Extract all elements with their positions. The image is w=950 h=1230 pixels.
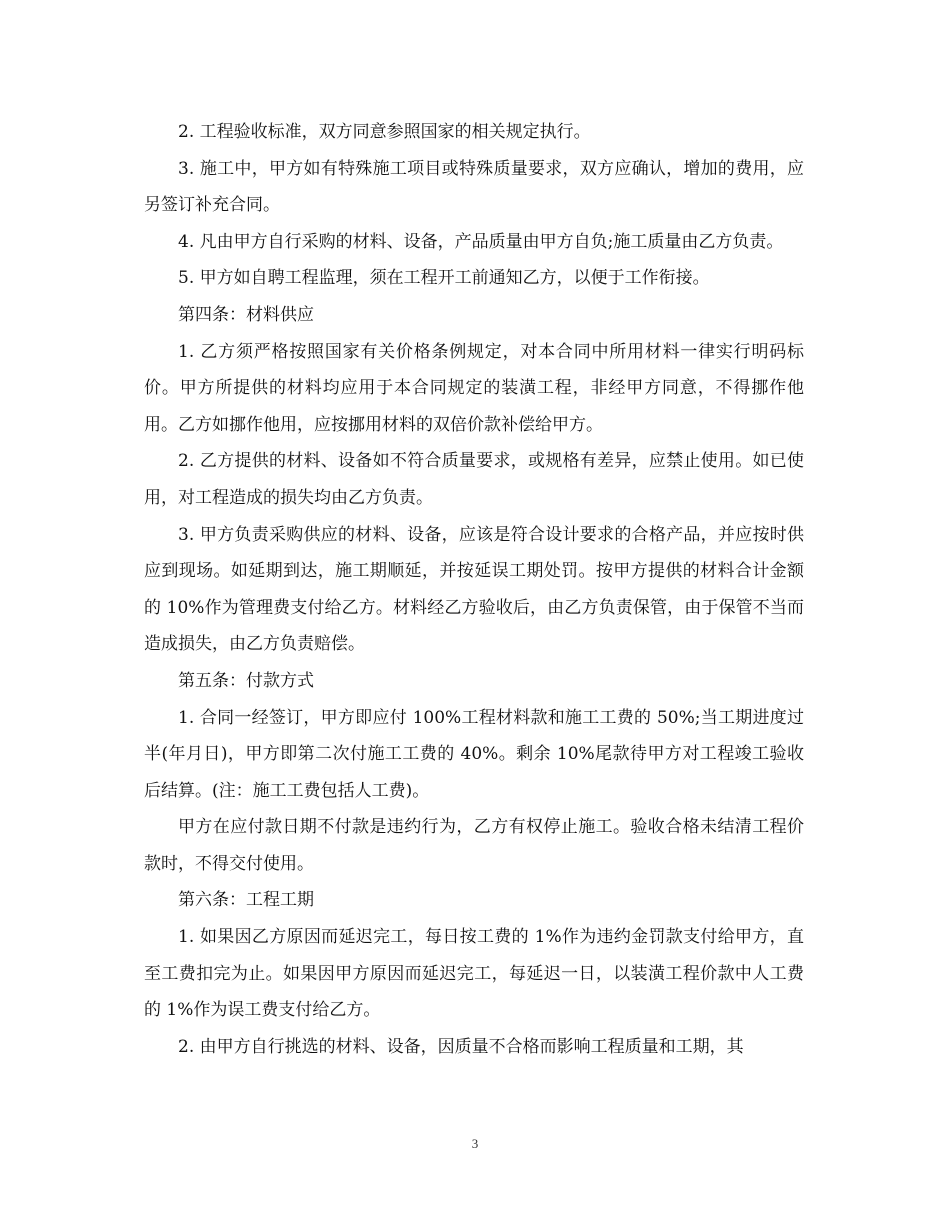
paragraph-clause-6-2: 2. 由甲方自行挑选的材料、设备，因质量不合格而影响工程质量和工期，其 bbox=[178, 1036, 744, 1057]
paragraph-clause-5-1: 1. 合同一经签订，甲方即应付 100%工程材料款和施工工费的 50%;当工期进度过半(年月日)，甲方即第二次付施工工费的 40%。剩余 10%尾款待甲方对工程竣工验收后结算。(注：施工工费包括人工费)。 bbox=[144, 707, 804, 801]
section-heading-article-5: 第五条：付款方式 bbox=[178, 670, 314, 691]
section-heading-article-4: 第四条：材料供应 bbox=[178, 304, 314, 325]
page-number: 3 bbox=[471, 1136, 479, 1151]
section-heading-article-6: 第六条：工程工期 bbox=[178, 890, 314, 911]
paragraph-clause-4-1: 1. 乙方须严格按照国家有关价格条例规定，对本合同中所用材料一律实行明码标价。甲方所提供的材料均应用于本合同规定的装潢工程，非经甲方同意，不得挪作他用。乙方如挪作他用，应按挪用材料的双倍价款补偿给甲方。 bbox=[144, 341, 804, 435]
paragraph-clause-4-2: 2. 乙方提供的材料、设备如不符合质量要求，或规格有差异，应禁止使用。如已使用，对工程造成的损失均由乙方负责。 bbox=[144, 451, 804, 508]
paragraph-clause-3-2: 2. 工程验收标准，双方同意参照国家的相关规定执行。 bbox=[178, 122, 591, 142]
paragraph-clause-3-4: 4. 凡由甲方自行采购的材料、设备，产品质量由甲方自负;施工质量由乙方负责。 bbox=[178, 231, 784, 252]
paragraph-clause-3-3: 3. 施工中，甲方如有特殊施工项目或特殊质量要求，双方应确认，增加的费用，应另签订补充合同。 bbox=[144, 158, 804, 216]
paragraph-clause-5-note: 甲方在应付款日期不付款是违约行为，乙方有权停止施工。验收合格未结清工程价款时，不得交付使用。 bbox=[144, 817, 804, 874]
paragraph-clause-4-3: 3. 甲方负责采购供应的材料、设备，应该是符合设计要求的合格产品，并应按时供应到现场。如延期到达，施工期顺延，并按延误工期处罚。按甲方提供的材料合计金额的 10%作为管理费支付给乙方。材料经乙方验收后，由乙方负责保管，由于保管不当而造成损失，由乙方负责赔偿。 bbox=[144, 524, 804, 655]
paragraph-clause-6-1: 1. 如果因乙方原因而延迟完工，每日按工费的 1%作为违约金罚款支付给甲方，直至工费扣完为止。如果因甲方原因而延迟完工，每延迟一日，以装潢工程价款中人工费的 1%作为误工费支付给乙方。 bbox=[144, 927, 804, 1021]
document-body bbox=[144, 114, 804, 1065]
paragraph-clause-3-5: 5. 甲方如自聘工程监理，须在工程开工前通知乙方，以便于工作衔接。 bbox=[178, 268, 710, 289]
